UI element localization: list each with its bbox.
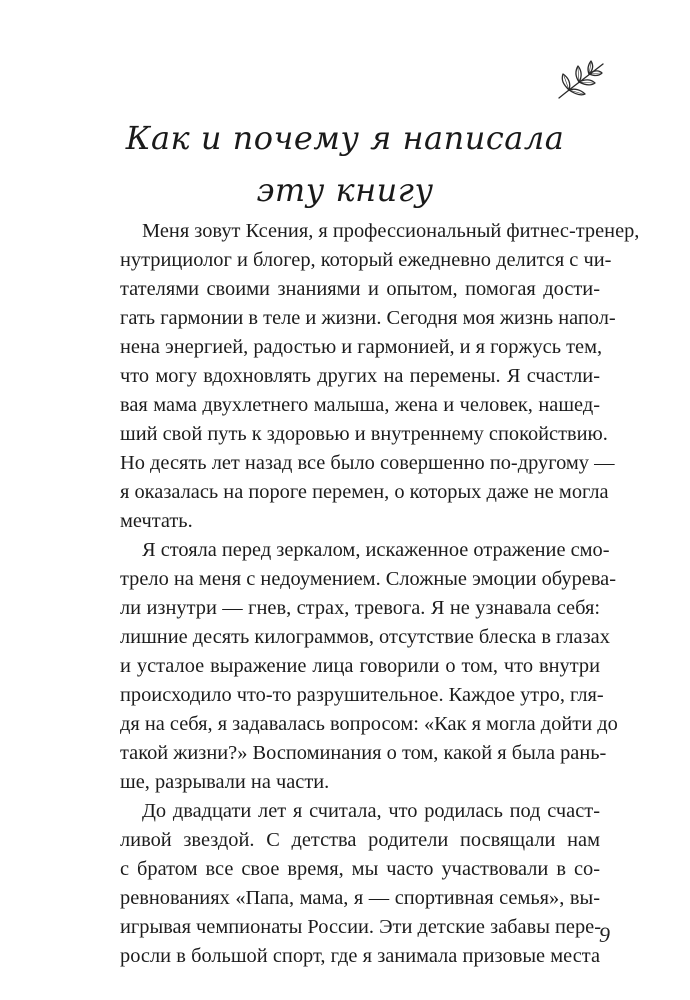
text-line: тателями своими знаниями и опытом, помогая дости-	[120, 278, 600, 300]
text-line: вая мама двухлетнего малыша, жена и человек, нашед-	[120, 394, 600, 416]
chapter-title-line-1: Как и почему я написала	[125, 119, 565, 157]
text-line: гать гармонии в теле и жизни. Сегодня моя жизнь напол-	[120, 307, 616, 329]
text-line: Но десять лет назад все было совершенно по-другому —	[120, 452, 615, 474]
text-line: трело на меня с недоумением. Сложные эмоции обурева-	[120, 568, 617, 590]
text-line: ли изнутри — гнев, страх, тревога. Я не узнавала себя:	[120, 597, 600, 619]
text-line: игрывая чемпионаты России. Эти детские забавы пере-	[120, 916, 602, 938]
text-line: Меня зовут Ксения, я профессиональный фитнес-тренер,	[142, 220, 640, 242]
paragraph-2	[120, 536, 618, 797]
chapter-title	[0, 112, 690, 216]
text-line: такой жизни?» Воспоминания о том, какой я была рань-	[120, 742, 607, 764]
text-line: Я стояла перед зеркалом, искаженное отражение смо-	[142, 539, 610, 561]
text-line: и усталое выражение лица говорили о том, что внутри	[120, 655, 600, 677]
chapter-title-line-2: эту книгу	[256, 171, 434, 209]
text-line: с братом все свое время, мы часто участвовали в со-	[120, 858, 600, 880]
text-line: мечтать.	[120, 510, 193, 532]
body-text	[120, 217, 640, 971]
page-number: 9	[599, 922, 610, 947]
text-line: До двадцати лет я считала, что родилась под счаст-	[142, 800, 600, 822]
text-line: я оказалась на пороге перемен, о которых даже не могла	[120, 481, 609, 503]
text-line: росли в большой спорт, где я занимала призовые места	[120, 945, 600, 967]
text-line: ревнованиях «Папа, мама, я — спортивная семья», вы-	[120, 887, 600, 909]
paragraph-1	[120, 217, 640, 536]
paragraph-3	[120, 797, 600, 971]
text-line: ливой звездой. С детства родители посвящали нам	[120, 829, 600, 851]
text-line: ший свой путь к здоровью и внутреннему спокойствию.	[120, 423, 608, 445]
text-line: дя на себя, я задавалась вопросом: «Как я могла дойти до	[120, 713, 618, 735]
text-line: ше, разрывали на части.	[120, 771, 330, 793]
text-line: нена энергией, радостью и гармонией, и я горжусь тем,	[120, 336, 603, 358]
text-line: нутрициолог и блогер, который ежедневно делится с чи-	[120, 249, 612, 271]
text-line: происходило что-то разрушительное. Каждое утро, гля-	[120, 684, 604, 706]
text-line: лишние десять килограммов, отсутствие блеска в глазах	[120, 626, 610, 648]
leaf-branch-icon	[551, 58, 609, 104]
text-line: что могу вдохновлять других на перемены. Я счастли-	[120, 365, 600, 387]
